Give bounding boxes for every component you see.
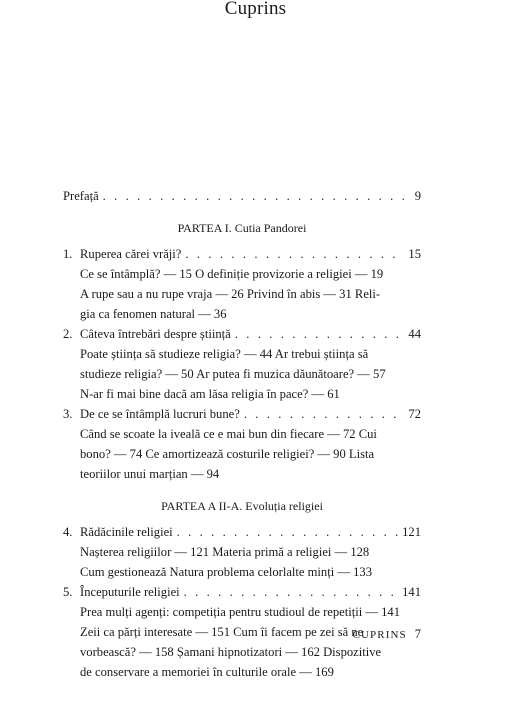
chapter-title: Câteva întrebări despre știință bbox=[80, 327, 231, 341]
table-of-contents bbox=[63, 186, 421, 682]
subsection-line: Când se scoate la iveală ce e mai bun din fiecare — 72 Cui bbox=[80, 427, 377, 441]
preface-page: 9 bbox=[414, 189, 421, 203]
chapter-title: Începuturile religiei bbox=[80, 585, 180, 599]
subsection-line: gia ca fenomen natural — 36 bbox=[80, 307, 227, 321]
dot-leader bbox=[103, 186, 405, 206]
dot-leader bbox=[177, 522, 398, 542]
subsection-line: Nașterea religiilor — 121 Materia primă a religiei — 128 bbox=[80, 545, 370, 559]
footer-label: CUPRINS bbox=[352, 629, 407, 641]
toc-chapter-3 bbox=[63, 404, 421, 424]
subsection-line: de conservare a memoriei în culturile orale — 169 bbox=[80, 665, 334, 679]
subsection-line: N-ar fi mai bine dacă am lăsa religia în pace? — 61 bbox=[80, 387, 340, 401]
preface-title: Prefață bbox=[63, 189, 99, 203]
dot-leader bbox=[185, 244, 404, 264]
chapter-number: 2. bbox=[63, 327, 73, 341]
running-footer bbox=[353, 627, 421, 642]
page-number: 7 bbox=[414, 627, 421, 641]
chapter-page: 15 bbox=[408, 247, 421, 261]
part-heading: PARTEA A II-A. Evoluția religiei bbox=[161, 499, 323, 513]
subsection-line: Cum gestionează Natura problema celorlalte minți — 133 bbox=[80, 565, 373, 579]
chapter-page: 141 bbox=[402, 585, 421, 599]
subsection-line: A rupe sau a nu rupe vraja — 26 Privind în abis — 31 Reli- bbox=[80, 287, 381, 301]
chapter-number: 3. bbox=[63, 407, 73, 421]
toc-chapter-1 bbox=[63, 244, 421, 264]
subsection-line: Poate știința să studieze religia? — 44 Ar trebui știința să bbox=[80, 347, 369, 361]
chapter-title: Ruperea cărei vrăji? bbox=[80, 247, 182, 261]
subsection-line: teoriilor unui marțian — 94 bbox=[80, 467, 220, 481]
chapter-title: Rădăcinile religiei bbox=[80, 525, 173, 539]
chapter-page: 121 bbox=[402, 525, 421, 539]
subsection-line: vorbească? — 158 Șamani hipnotizatori — 162 Dispozitive bbox=[80, 645, 382, 659]
dot-leader bbox=[184, 582, 398, 602]
toc-chapter-5 bbox=[63, 582, 421, 602]
chapter-number: 5. bbox=[63, 585, 73, 599]
subsection-line: Prea mulți agenți: competiția pentru studioul de repetiții — 141 bbox=[80, 605, 401, 619]
subsection-line: studieze religia? — 50 Ar putea fi muzica dăunătoare? — 57 bbox=[80, 367, 386, 381]
subsection-line: Zeii ca părți interesate — 151 Cum îi facem pe zei să ne bbox=[80, 625, 364, 639]
toc-entry-preface bbox=[63, 186, 421, 206]
page-title: Cuprins bbox=[224, 0, 287, 19]
chapter-number: 4. bbox=[63, 525, 73, 539]
dot-leader bbox=[235, 324, 405, 344]
toc-chapter-4 bbox=[63, 522, 421, 542]
subsection-line: bono? — 74 Ce amortizează costurile religiei? — 90 Lista bbox=[80, 447, 375, 461]
dot-leader bbox=[244, 404, 405, 424]
toc-chapter-2 bbox=[63, 324, 421, 344]
chapter-number: 1. bbox=[63, 247, 73, 261]
chapter-page: 72 bbox=[408, 407, 421, 421]
part-heading: PARTEA I. Cutia Pandorei bbox=[177, 221, 307, 235]
chapter-page: 44 bbox=[408, 327, 421, 341]
chapter-title: De ce se întâmplă lucruri bune? bbox=[80, 407, 240, 421]
subsection-line: Ce se întâmplă? — 15 O definiție provizorie a religiei — 19 bbox=[80, 267, 384, 281]
